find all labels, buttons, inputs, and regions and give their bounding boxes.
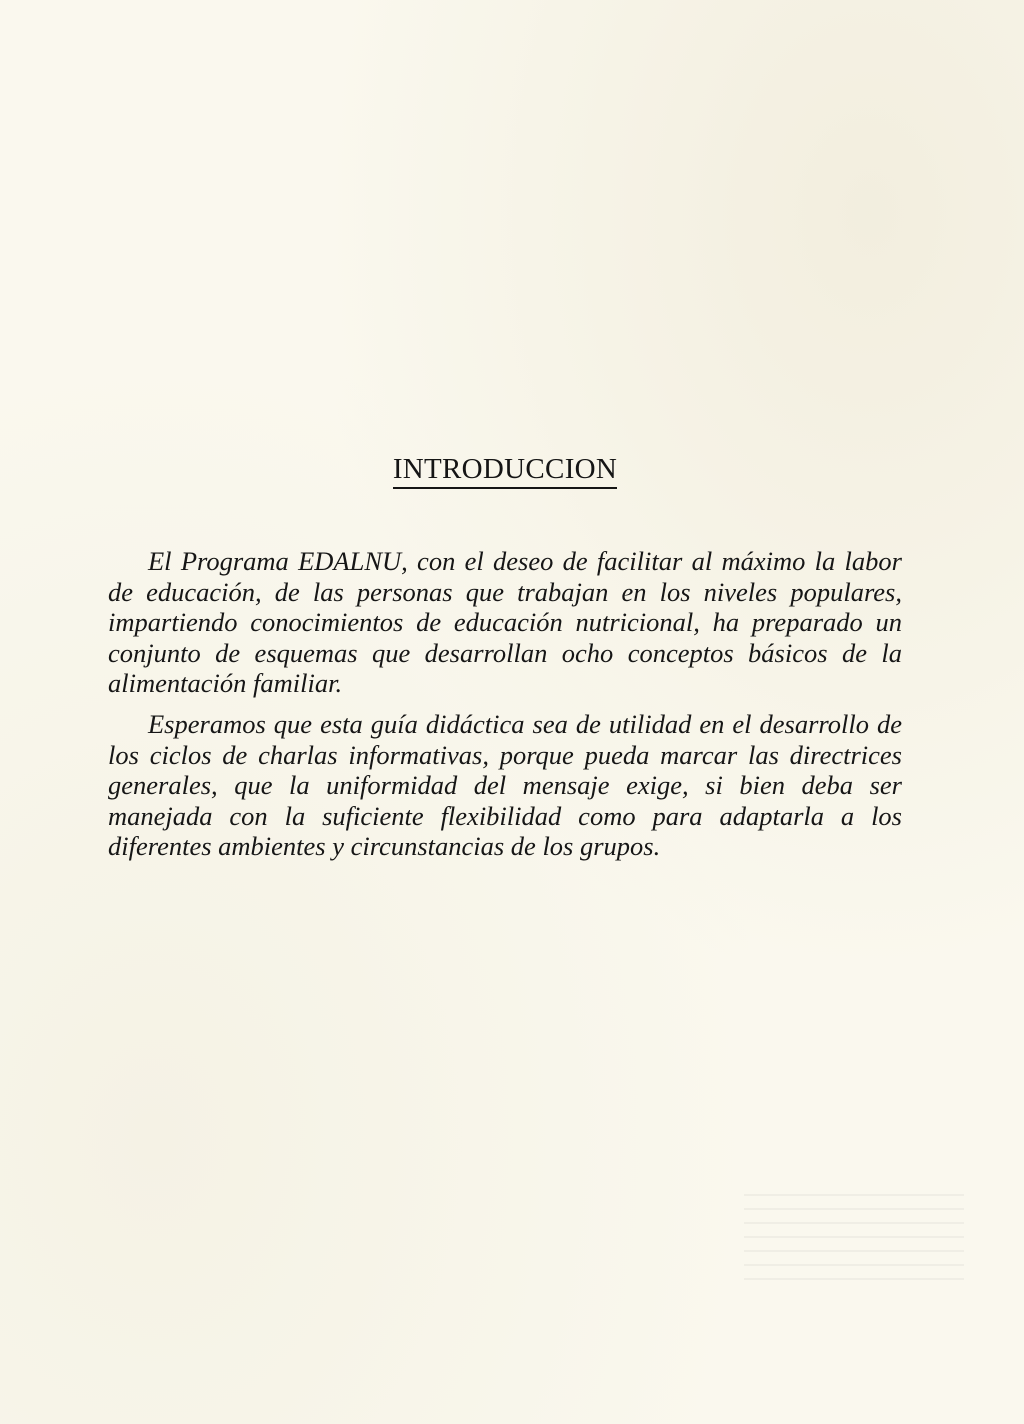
title-text: INTRODUCCION [393, 452, 617, 489]
body-text [108, 546, 902, 862]
page-title [0, 452, 1010, 489]
bleed-through-text [744, 1190, 964, 1280]
paragraph-1: El Programa EDALNU, con el deseo de facilitar al máximo la labor de educación, de las personas que trabajan en los niveles populares, impartiendo conocimientos de educación nutricional, ha preparado un conjunto de esquemas que desarrollan ocho conceptos básicos de la alimentación familiar. [108, 546, 902, 699]
paragraph-2: Esperamos que esta guía didáctica sea de utilidad en el desarrollo de los ciclos de charlas informativas, porque pueda marcar las directrices generales, que la uniformidad del mensaje exige, si bien deba ser manejada con la suficiente flexibilidad como para adaptarla a los diferentes ambientes y circunstancias de los grupos. [108, 708, 902, 862]
